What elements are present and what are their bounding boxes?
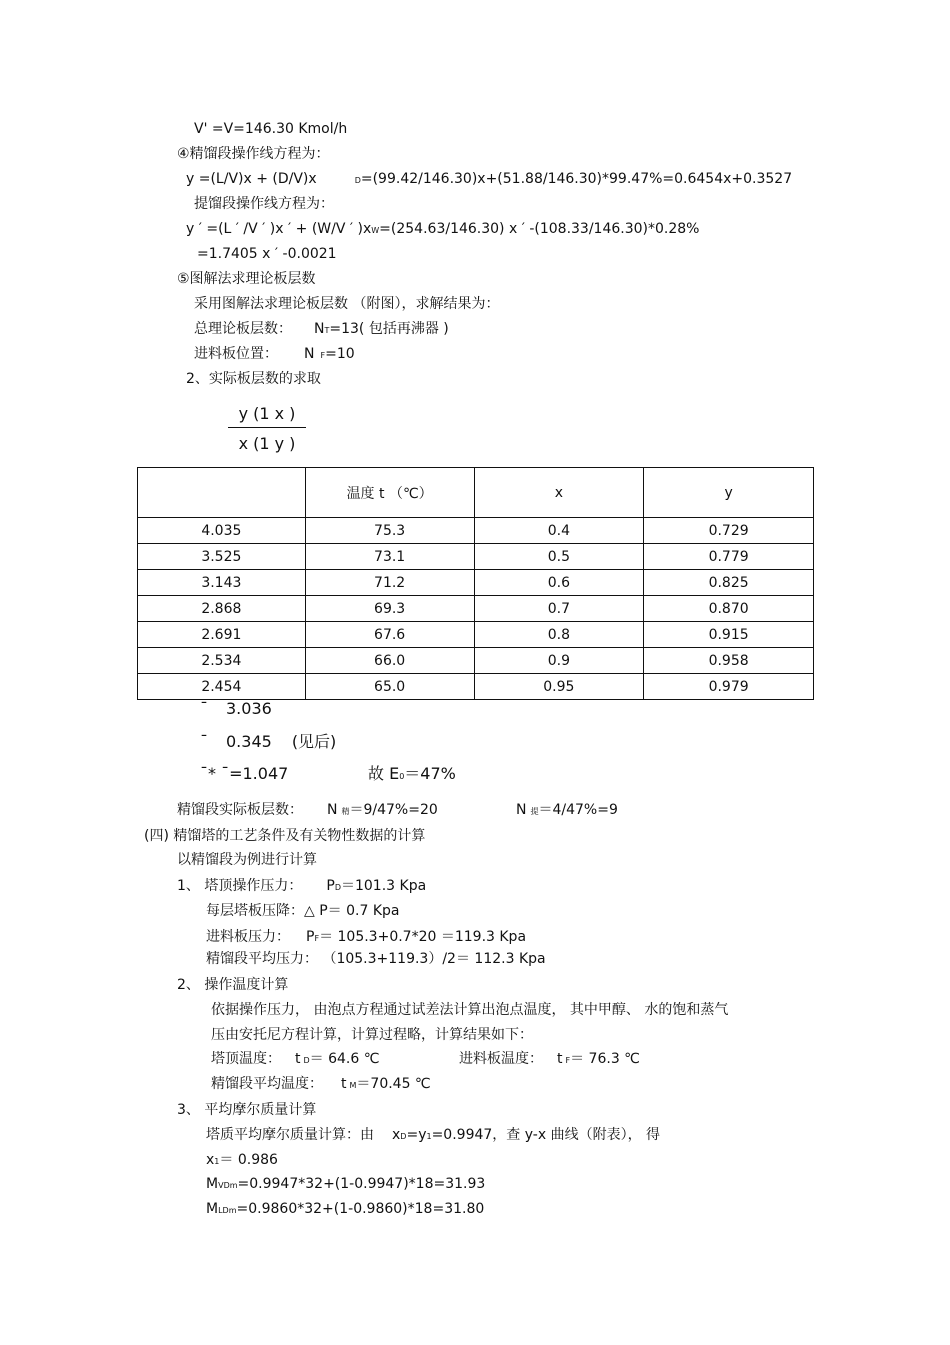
x1-symbol: x: [206, 1152, 215, 1168]
strip-plates-line: [516, 801, 618, 821]
pd-value: ＝101.3 Kpa: [340, 878, 427, 894]
table-cell: 0.5: [474, 544, 644, 570]
xd-sub: D: [400, 1132, 407, 1141]
efficiency-prefix: 故 E: [368, 764, 400, 783]
n-strip-symbol: N: [516, 802, 527, 818]
y1-symbol: =y: [406, 1127, 427, 1143]
x1-value: ＝ 0.986: [219, 1152, 278, 1168]
table-header-cell: x: [474, 468, 644, 518]
table-cell: 0.9: [474, 648, 644, 674]
v-prime-line: V' =V=146.30 Kmol/h: [194, 121, 348, 137]
avg-temperature-line: [211, 1075, 431, 1095]
feed-pressure-label: 进料板压力：: [206, 929, 290, 945]
rect-eq-part-b: =(99.42/146.30)x+(51.88/146.30)*99.47%=0.6454x+0.3527: [360, 171, 793, 187]
alpha-average-value: 3.036: [226, 699, 272, 718]
formula-denominator: x (1 y ): [238, 434, 296, 453]
product-value: ¯* ¯=1.047: [200, 764, 289, 783]
n-rect-symbol: N: [327, 802, 338, 818]
efficiency-value: ＝47%: [404, 764, 456, 783]
table-cell: 69.3: [305, 596, 474, 622]
strip-eq-part-a: y ′ =(L ′ /V ′ )x ′ + (W/V ′ )x: [186, 221, 372, 237]
overbar-mark: ¯: [200, 732, 208, 751]
table-cell: 0.915: [644, 622, 814, 648]
viscosity-value: 0.345: [226, 732, 272, 751]
mvdm-sub: VDm: [218, 1181, 238, 1190]
alpha-average-line: [200, 700, 272, 718]
td-value: ＝ 64.6 ℃: [309, 1051, 380, 1067]
n-rect-value: ＝9/47%=20: [349, 802, 438, 818]
rect-eq-part-a: y =(L/V)x + (D/V)x: [186, 171, 317, 187]
feed-plate-sub: F: [320, 351, 326, 360]
molar-mass-paragraph: [206, 1126, 660, 1146]
feed-plate-label: 进料板位置：: [194, 346, 278, 362]
rectifying-equation: [186, 170, 792, 190]
td-sub: D: [303, 1056, 310, 1065]
table-row: [138, 544, 814, 570]
total-plates-symbol: N: [314, 321, 325, 337]
item5-title: ⑤图解法求理论板层数: [177, 271, 316, 287]
mldm-sub: LDm: [218, 1206, 237, 1215]
table-cell: 71.2: [305, 570, 474, 596]
pf-value: ＝ 105.3+0.7*20 ＝119.3 Kpa: [319, 929, 527, 945]
table-header-cell: [138, 468, 306, 518]
table-cell: 0.729: [644, 518, 814, 544]
pf-symbol: P: [306, 929, 315, 945]
part4-title: (四) 精馏塔的工艺条件及有关物性数据的计算: [144, 828, 426, 844]
x1-sub: 1: [214, 1157, 220, 1166]
table-row: [138, 596, 814, 622]
strip-eq-part-b: =(254.63/146.30) x ′ -(108.33/146.30)*0.28%: [379, 221, 700, 237]
table-header-cell: 温度 t （℃）: [305, 468, 474, 518]
table-cell: 75.3: [305, 518, 474, 544]
item4-title: ④精馏段操作线方程为：: [177, 146, 330, 162]
table-cell: 0.870: [644, 596, 814, 622]
table-cell: 3.525: [138, 544, 306, 570]
table-row: [138, 570, 814, 596]
feed-plate-symbol: N: [304, 346, 315, 362]
pf-sub: F: [314, 934, 320, 943]
table-row: [138, 674, 814, 700]
feed-pressure-line: [206, 928, 526, 948]
y1-sub: 1: [426, 1132, 432, 1141]
molar-mass-text-a: 塔质平均摩尔质量计算：由: [206, 1127, 374, 1143]
table-cell: 67.6: [305, 622, 474, 648]
top-temperature-label: 塔顶温度：: [211, 1051, 281, 1067]
formula-numerator: y (1 x ): [228, 404, 306, 428]
volatility-data-table: [137, 467, 814, 700]
total-plates-label: 总理论板层数：: [194, 321, 292, 337]
tm-value: ＝70.45 ℃: [356, 1076, 431, 1092]
top-pressure-label: 1、 塔顶操作压力：: [177, 878, 303, 894]
feed-plate-line: [194, 345, 355, 365]
table-cell: 0.95: [474, 674, 644, 700]
temperature-paragraph-2: 压由安托尼方程计算，计算过程略，计算结果如下：: [211, 1027, 533, 1043]
relative-volatility-formula: [228, 404, 306, 454]
top-pressure-line: [177, 877, 426, 897]
mvdm-line: [206, 1175, 485, 1195]
mvdm-symbol: M: [206, 1176, 219, 1192]
table-cell: 0.825: [644, 570, 814, 596]
section2-title: 2、实际板层数的求取: [186, 371, 321, 387]
table-cell: 2.868: [138, 596, 306, 622]
stripping-equation-result: =1.7405 x ′ -0.0021: [197, 246, 337, 262]
table-row: [138, 622, 814, 648]
mldm-value: =0.9860*32+(1-0.9860)*18=31.80: [236, 1201, 485, 1217]
overbar-mark: ¯: [200, 699, 208, 718]
avg-temperature-label: 精馏段平均温度：: [211, 1076, 323, 1092]
stripping-title: 提馏段操作线方程为：: [194, 196, 334, 212]
n-rect-sub: 精: [341, 807, 350, 816]
molar-mass-text-d: =0.9947，查 y-x 曲线（附表）， 得: [431, 1127, 661, 1143]
stripping-equation: [186, 220, 699, 240]
feed-plate-value: =10: [325, 346, 355, 362]
xd-symbol: x: [392, 1127, 401, 1143]
table-cell: 66.0: [305, 648, 474, 674]
mvdm-value: =0.9947*32+(1-0.9947)*18=31.93: [237, 1176, 486, 1192]
rect-eq-sub: D: [354, 176, 361, 185]
viscosity-note: (见后): [291, 732, 337, 751]
total-plates-sub: T: [324, 326, 330, 335]
feed-temperature-label: 进料板温度：: [459, 1051, 543, 1067]
feed-temperature-line: [459, 1050, 640, 1070]
td-symbol: t: [295, 1051, 301, 1067]
table-cell: 0.6: [474, 570, 644, 596]
table-cell: 0.958: [644, 648, 814, 674]
n-strip-value: ＝4/47%=9: [538, 802, 618, 818]
table-cell: 2.454: [138, 674, 306, 700]
tf-symbol: t: [557, 1051, 563, 1067]
strip-eq-sub: W: [371, 226, 380, 235]
efficiency-sub: 0: [399, 772, 405, 781]
table-cell: 2.534: [138, 648, 306, 674]
temperature-paragraph-1: 依据操作压力， 由泡点方程通过试差法计算出泡点温度， 其中甲醇、 水的饱和蒸气: [211, 1002, 729, 1018]
table-cell: 0.979: [644, 674, 814, 700]
table-row: [138, 518, 814, 544]
efficiency-line: [368, 765, 456, 786]
table-cell: 4.035: [138, 518, 306, 544]
section-molar-mass-title: 3、 平均摩尔质量计算: [177, 1102, 317, 1118]
table-cell: 0.4: [474, 518, 644, 544]
table-cell: 0.8: [474, 622, 644, 648]
total-plates-value: =13( 包括再沸器 ): [329, 321, 449, 337]
pressure-drop-line: 每层塔板压降：△ P＝ 0.7 Kpa: [206, 903, 400, 919]
tm-sub: M: [349, 1081, 357, 1090]
viscosity-line: [200, 733, 336, 751]
section-temperature-title: 2、 操作温度计算: [177, 977, 289, 993]
actual-plates-line: [177, 801, 438, 821]
pd-sub: D: [334, 883, 341, 892]
n-strip-sub: 提: [530, 807, 539, 816]
top-temperature-line: [211, 1050, 379, 1070]
pd-symbol: P: [326, 878, 335, 894]
tm-symbol: t: [341, 1076, 347, 1092]
mldm-line: [206, 1200, 484, 1220]
table-header-cell: y: [644, 468, 814, 518]
graph-method-line: 采用图解法求理论板层数 （附图），求解结果为：: [194, 296, 500, 312]
table-header-row: [138, 468, 814, 518]
tf-value: ＝ 76.3 ℃: [570, 1051, 640, 1067]
product-line: [200, 765, 288, 783]
table-row: [138, 648, 814, 674]
mldm-symbol: M: [206, 1201, 219, 1217]
x1-line: [206, 1151, 278, 1171]
table-cell: 2.691: [138, 622, 306, 648]
table-cell: 0.7: [474, 596, 644, 622]
tf-sub: F: [565, 1056, 571, 1065]
table-cell: 0.779: [644, 544, 814, 570]
avg-pressure-line: 精馏段平均压力： （105.3+119.3）/2＝ 112.3 Kpa: [206, 951, 546, 967]
total-plates-line: [194, 320, 449, 340]
part4-intro: 以精馏段为例进行计算: [177, 852, 317, 868]
actual-plates-label: 精馏段实际板层数：: [177, 802, 303, 818]
table-cell: 3.143: [138, 570, 306, 596]
table-cell: 65.0: [305, 674, 474, 700]
table-cell: 73.1: [305, 544, 474, 570]
